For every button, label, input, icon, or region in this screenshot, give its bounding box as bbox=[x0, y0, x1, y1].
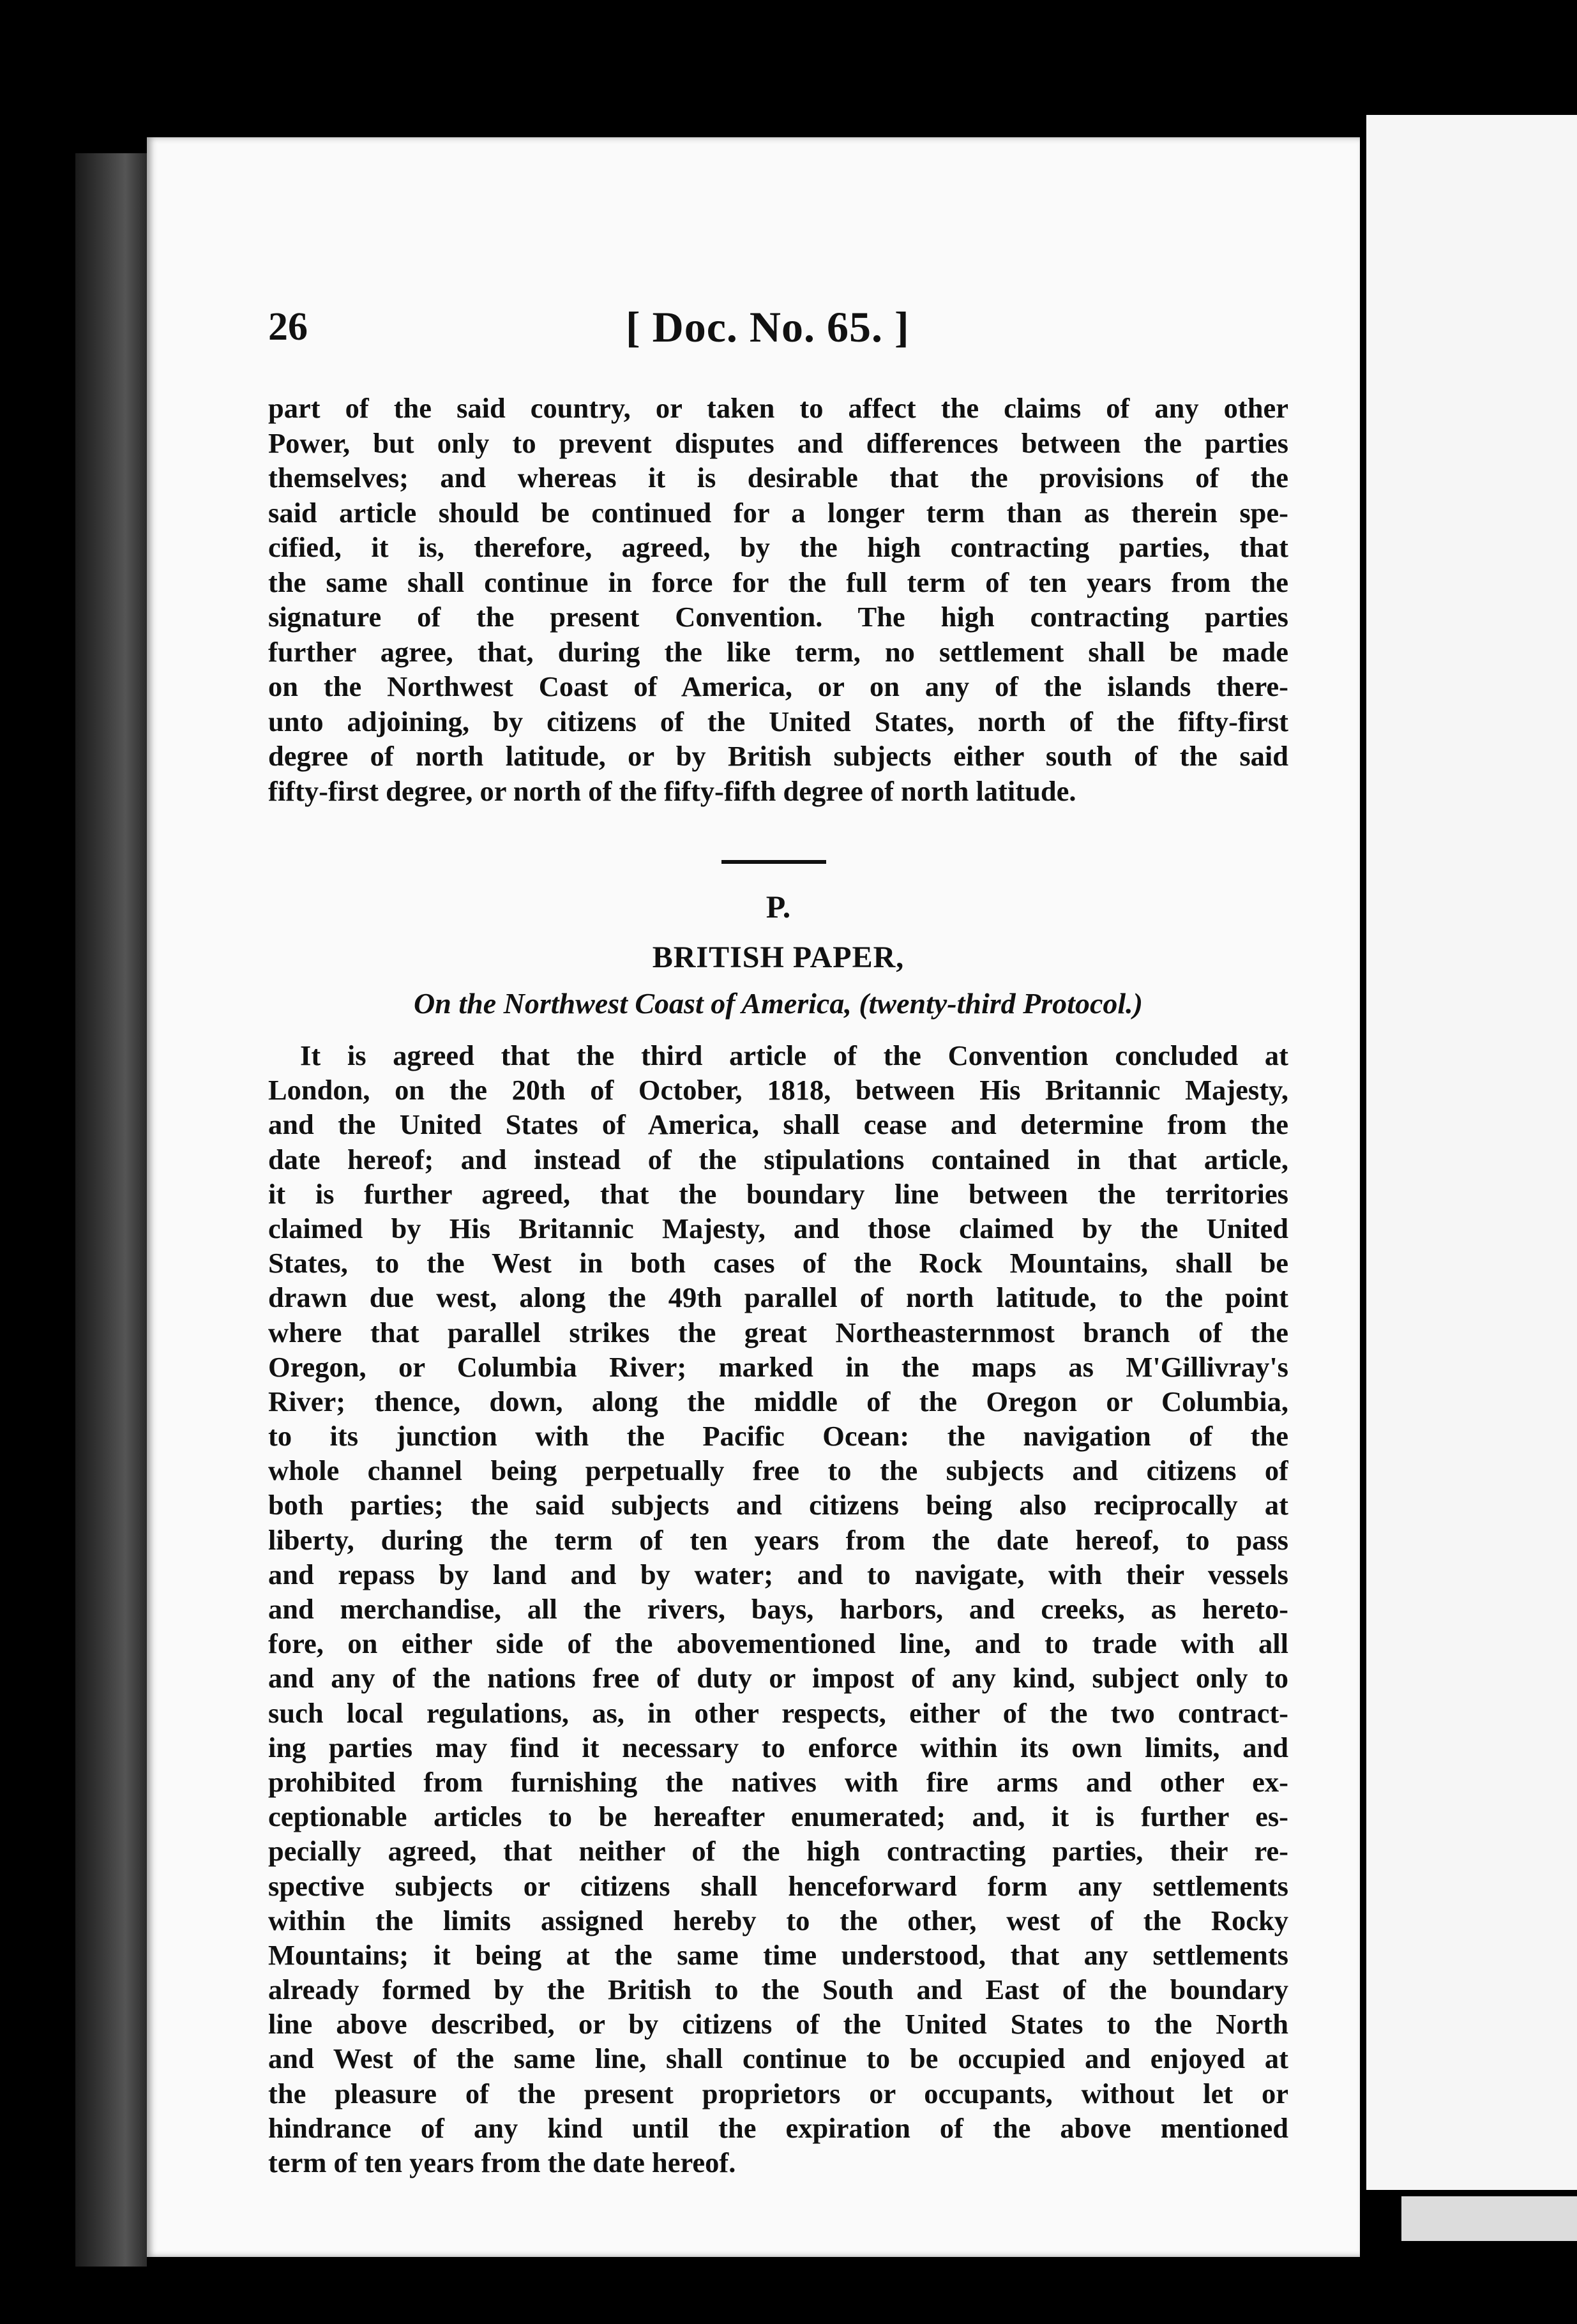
text-line: claimed by His Britannic Majesty, and those claimed by the United bbox=[268, 1212, 1288, 1244]
text-line: part of the said country, or taken to affect the claims of any other bbox=[268, 392, 1288, 424]
section-title: BRITISH PAPER, bbox=[652, 940, 905, 974]
text-line: Power, but only to prevent disputes and differences between the parties bbox=[268, 426, 1288, 459]
text-line: cified, it is, therefore, agreed, by the high contracting parties, that bbox=[268, 531, 1288, 563]
text-line: hindrance of any kind until the expiration of the above mentioned bbox=[268, 2111, 1288, 2144]
text-line: line above described, or by citizens of the United States to the North bbox=[268, 2008, 1288, 2041]
text-line: date hereof; and instead of the stipulations contained in that article, bbox=[268, 1143, 1288, 1175]
text-line bbox=[268, 1038, 1288, 1073]
text-line: Mountains; it being at the same time understood, that any settlements bbox=[268, 1938, 1288, 1971]
adjacent-page bbox=[1366, 115, 1577, 2190]
text-line: themselves; and whereas it is desirable that the provisions of the bbox=[268, 462, 1288, 494]
text-line: such local regulations, as, in other respects, either of the two contract- bbox=[268, 1696, 1288, 1729]
text-line: fifty-first degree, or north of the fifty-fifth degree of north latitude. bbox=[268, 774, 1076, 807]
text-line: liberty, during the term of ten years from the date hereof, to pass bbox=[268, 1523, 1288, 1556]
paragraph-continuation bbox=[268, 391, 1288, 808]
text-line: where that parallel strikes the great Northeasternmost branch of the bbox=[268, 1316, 1288, 1348]
text-line: the same shall continue in force for the full term of ten years from the bbox=[268, 566, 1288, 598]
text-line: and West of the same line, shall continue to be occupied and enjoyed at bbox=[268, 2042, 1288, 2075]
text-line: ceptionable articles to be hereafter enumerated; and, it is further es- bbox=[268, 1800, 1288, 1833]
text-line: Oregon, or Columbia River; marked in the maps as M'Gillivray's bbox=[268, 1350, 1288, 1383]
text-line: already formed by the British to the South and East of the boundary bbox=[268, 1973, 1288, 2006]
text-line: whole channel being perpetually free to the subjects and citizens of bbox=[268, 1454, 1288, 1487]
text-line: fore, on either side of the abovementioned line, and to trade with all bbox=[268, 1627, 1288, 1660]
page-header bbox=[268, 295, 1290, 359]
section-letter: P. bbox=[766, 889, 791, 924]
text-line: and repass by land and by water; and to navigate, with their vessels bbox=[268, 1558, 1288, 1590]
text-line: spective subjects or citizens shall henceforward form any settlements bbox=[268, 1869, 1288, 1902]
text-line: River; thence, down, along the middle of the Oregon or Columbia, bbox=[268, 1385, 1288, 1417]
adjacent-page-edge bbox=[1401, 2196, 1577, 2241]
text-line: both parties; the said subjects and citizens being also reciprocally at bbox=[268, 1489, 1288, 1521]
text-line: on the Northwest Coast of America, or on any of the islands there- bbox=[268, 670, 1288, 702]
text-line: term of ten years from the date hereof. bbox=[268, 2147, 736, 2178]
book-spine-shadow bbox=[75, 153, 147, 2267]
text-line: and the United States of America, shall cease and determine from the bbox=[268, 1108, 1288, 1141]
text-line: States, to the West in both cases of the Rock Mountains, shall be bbox=[268, 1247, 1288, 1279]
text-line: within the limits assigned hereby to the other, west of the Rocky bbox=[268, 1904, 1288, 1936]
text-line: degree of north latitude, or by British subjects either south of the said bbox=[268, 740, 1288, 772]
text-line: prohibited from furnishing the natives with fire arms and other ex- bbox=[268, 1765, 1288, 1798]
section-subtitle: On the Northwest Coast of America, (twenty-third Protocol.) bbox=[414, 987, 1143, 1020]
document-reference: [ Doc. No. 65. ] bbox=[626, 303, 910, 351]
text-line: it is further agreed, that the boundary line between the territories bbox=[268, 1177, 1288, 1210]
text-line: drawn due west, along the 49th parallel of north latitude, to the point bbox=[268, 1281, 1288, 1314]
text-line: and merchandise, all the rivers, bays, harbors, and creeks, as hereto- bbox=[268, 1593, 1288, 1625]
text-line: signature of the present Convention. The high contracting parties bbox=[268, 601, 1288, 633]
british-paper-paragraph bbox=[268, 1038, 1288, 2180]
text-line: London, on the 20th of October, 1818, between His Britannic Majesty, bbox=[268, 1074, 1288, 1106]
text-line: said article should be continued for a longer term than as therein spe- bbox=[268, 496, 1288, 529]
text-line: ing parties may find it necessary to enforce within its own limits, and bbox=[268, 1731, 1288, 1763]
page-number: 26 bbox=[268, 305, 308, 349]
text-line: pecially agreed, that neither of the high contracting parties, their re- bbox=[268, 1835, 1288, 1867]
text-line: the pleasure of the present proprietors or occupants, without let or bbox=[268, 2077, 1288, 2109]
text-line: and any of the nations free of duty or impost of any kind, subject only to bbox=[268, 1662, 1288, 1694]
text-line-content: It is agreed that the third article of the Convention concluded at bbox=[300, 1039, 1288, 1071]
section-divider bbox=[721, 860, 826, 864]
text-line: unto adjoining, by citizens of the United States, north of the fifty-first bbox=[268, 705, 1288, 737]
text-line: further agree, that, during the like term, no settlement shall be made bbox=[268, 635, 1288, 668]
text-line: to its junction with the Pacific Ocean: the navigation of the bbox=[268, 1420, 1288, 1452]
